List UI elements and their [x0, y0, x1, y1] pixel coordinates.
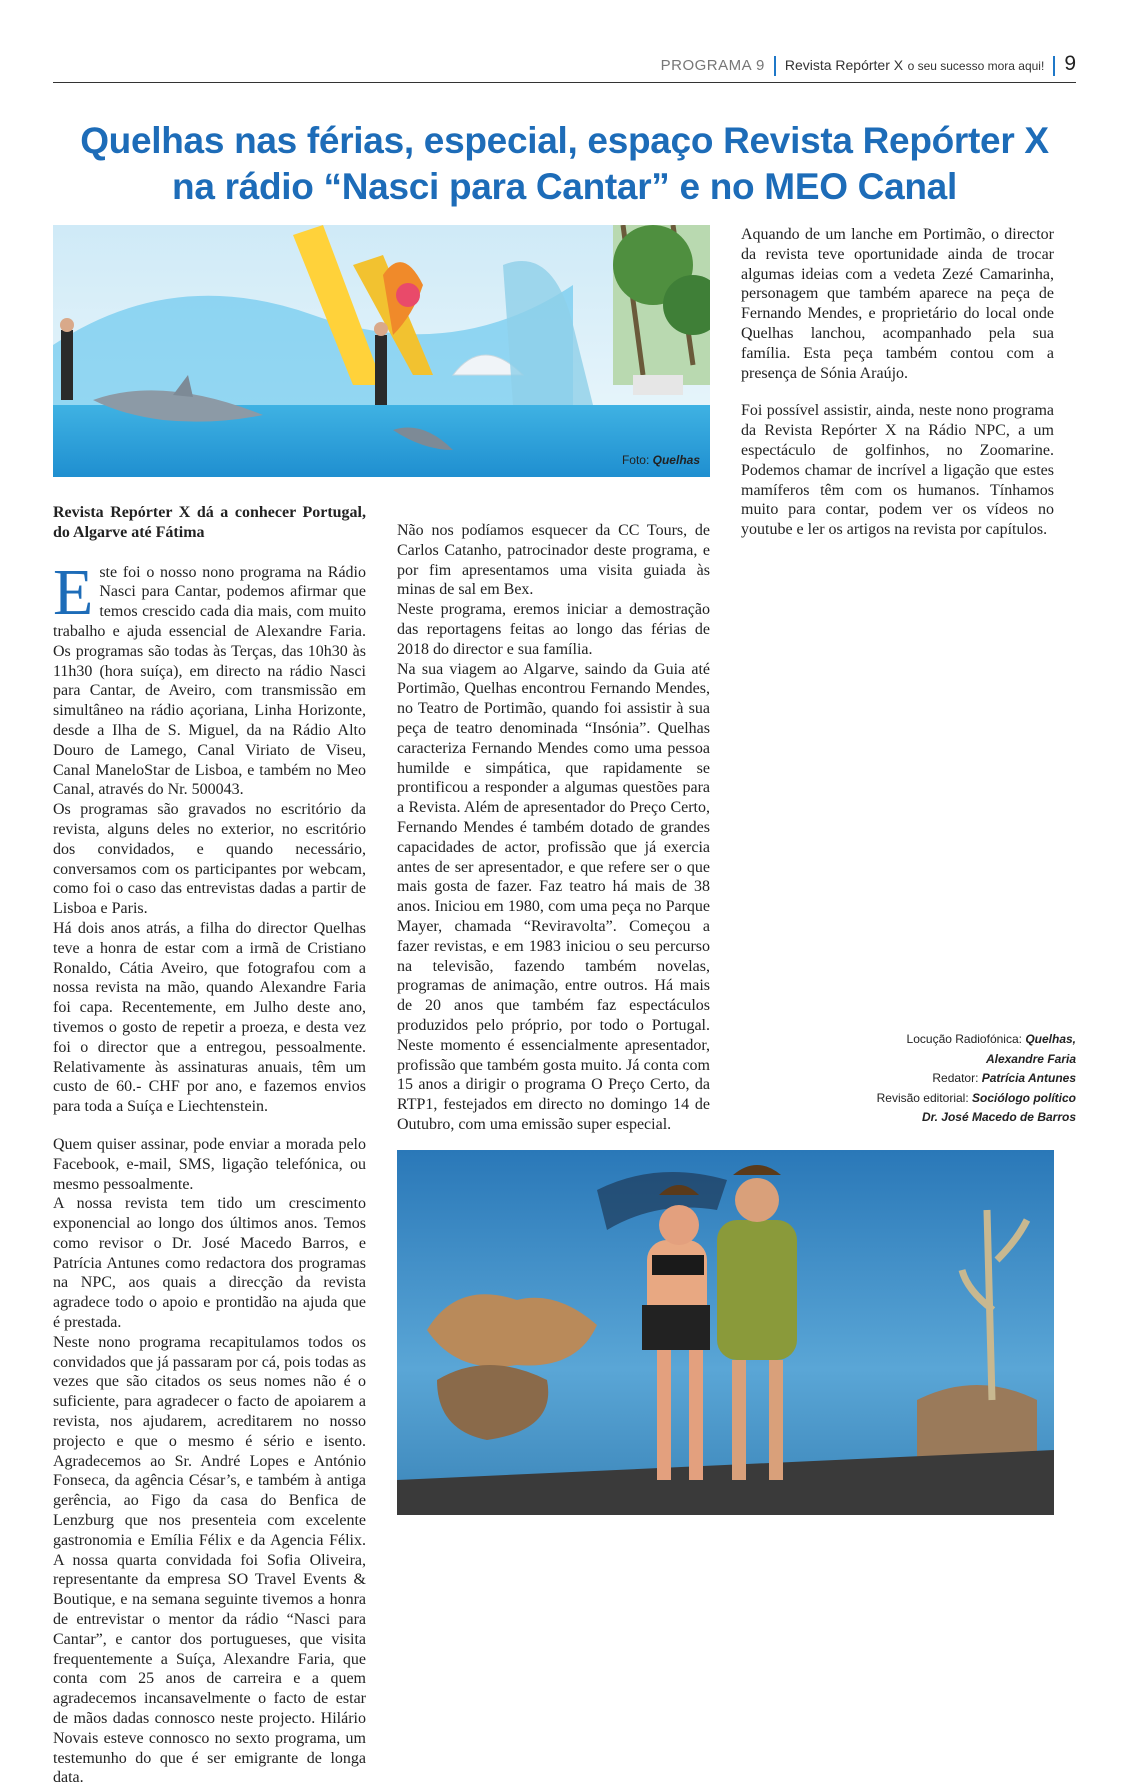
- credit-voice-value: Quelhas,: [1025, 1032, 1076, 1046]
- headline-line-1: Quelhas nas férias, especial, espaço Revista Repórter X: [80, 120, 1049, 161]
- page-header: [53, 52, 1076, 83]
- credit-editor: [746, 1069, 1076, 1089]
- article-paragraph-1: [53, 555, 366, 801]
- article-column-1: [53, 503, 366, 1788]
- article-paragraph-9: Na sua viagem ao Algarve, saindo da Guia até Portimão, Quelhas encontrou Fernando Mendes, no Teatro de Portimão, quando foi assistir à sua peça de teatro denominada “Insónia”. Quelhas caracteriza Fernando Mendes como uma pessoa humilde e simpática, que rapidamente se prontificou a responder a algumas questões para a Revista. Além de apresentador do Preço Certo, Fernando Mendes é também dotado de grandes capacidades de actor, profissão que já exercia antes de ser apresentador, e que refere ser o que mais gosta de fazer. Faz teatro há mais de 38 anos. Iniciou em 1980, com uma peça no Parque Mayer, chamada “Reviravolta”. Começou a fazer revistas, e em 1983 iniciou o seu percurso na televisão, fazendo também novelas, programas de animação, entre outros. Há mais de 20 anos que também faz espectáculos produzidos pelo próprio, por todo o Portugal. Neste momento é essencialmente apresentador, profissão que também gosta muito. Já conta com 15 anos a dirigir o programa O Preço Certo, da RTP1, festejados em directo no domingo 14 de Outubro, com uma emissão super especial.: [397, 660, 710, 1133]
- credit-review-value-2: Dr. José Macedo de Barros: [921, 1110, 1076, 1124]
- headline-line-2: na rádio “Nasci para Cantar” e no MEO Canal: [172, 166, 957, 207]
- section-label: PROGRAMA 9: [660, 57, 765, 74]
- article-column-2: [397, 503, 710, 1135]
- credit-review-label: Revisão editorial:: [876, 1090, 969, 1105]
- drop-cap: E: [53, 555, 94, 629]
- article-paragraph-7: Não nos podíamos esquecer da CC Tours, de Carlos Catanho, patrocinador deste programa, e por fim apresentamos uma visita guiada às minas de sal em Bex.: [397, 522, 710, 599]
- header-divider-2: [1053, 56, 1055, 76]
- article-paragraph-6: Neste nono programa recapitulamos todos os convidados que já passaram por cá, pois todas as vezes que são citados os seus nomes não é o suficiente, para agradecer o facto de apoiarem a revista, nos ajudarem, acreditarem no nosso projecto e que o mesmo é sério e isento. Agradecemos ao Sr. André Lopes e António Fonseca, da agência César’s, e também à antiga gerência, ao Figo da casa do Benfica de Lenzburg que nos presenteia com excelente gastronomia e Emília Félix e da Agencia Félix. A nossa quarta convidada foi Sofia Oliveira, representante da empresa SO Travel Events & Boutique, e na semana seguinte tivemos a honra de entrevistar o mentor da rádio “Nasci para Cantar”, e cantor dos portugueses, que visita frequentemente a Suíça, Alexandre Faria, que conta com 25 anos de carreira e a quem agradecemos incansavelmente o facto de estar de mãos dadas connosco neste projecto. Hilário Novais esteve connosco no sexto programa, um testemunho do que é ser emigrante de longa data.: [53, 1333, 366, 1787]
- dolphin-show-photo: [53, 225, 710, 477]
- credit-voice-value-2: Alexandre Faria: [985, 1051, 1076, 1066]
- paragraph-1-text: ste foi o nosso nono programa na Rádio Nasci para Cantar, podemos afirmar que temos crescido cada dia mais, com muito trabalho e ajuda essencial de Alexandre Faria. Os programas são todas às Terças, das 10h30 às 11h30 (hora suíça), em directo na rádio Nasci para Cantar, de Aveiro, com transmissão em simultâneo na rádio açoriana, Linha Horizonte, desde a Ilha de S. Miguel, da na Rádio Alto Douro de Lamego, Canal Viriato de Viseu, Canal ManeloStar de Lisboa, e também no Meo Canal, através do Nr. 500043.: [53, 563, 366, 799]
- article-paragraph-11: Foi possível assistir, ainda, neste nono programa da Revista Repórter X na Rádio NPC, a um espectáculo de golfinhos, no Zoomarine. Podemos chamar de incrível a ligação que estes mamíferos têm com os humanos. Tínhamos muito para contar, podem ver os vídeos no youtube e ler os artigos na revista por capítulos.: [741, 402, 1054, 539]
- article-paragraph-8: Neste programa, eremos iniciar a demostração das reportagens feitas ao longo das férias de 2018 do director e sua família.: [397, 601, 710, 658]
- article-lead: Revista Repórter X dá a conhecer Portugal, do Algarve até Fátima: [53, 504, 366, 541]
- article-paragraph-10: Aquando de um lanche em Portimão, o director da revista teve oportunidade ainda de trocar algumas ideias com a vedeta Zezé Camarinha, personagem que também aparece na peça de Fernando Mendes, e proprietário do local onde Quelhas lanchou, acompanhado pela sua família. Esta peça também contou com a presença de Sónia Araújo.: [741, 226, 1054, 382]
- magazine-slogan: o seu sucesso mora aqui!: [907, 59, 1045, 73]
- credit-voice: [746, 1030, 1076, 1050]
- article-headline: [53, 118, 1076, 210]
- aquarium-photo: [397, 1150, 1054, 1515]
- caption-label: Foto:: [621, 453, 650, 467]
- credit-voice-label: Locução Radiofónica:: [906, 1032, 1022, 1046]
- article-paragraph-3: Há dois anos atrás, a filha do director Quelhas teve a honra de estar com a irmã de Cristiano Ronaldo, Cátia Aveiro, que fotografou com a nossa revista na mão, quando Alexandre Faria foi capa. Recentemente, em Julho deste ano, tivemos o gosto de repetir a proeza, e desta vez foi o director que a entregou, pessoalmente. Relativamente às assinaturas anuais, têm um custo de 60.- CHF por ano, e fazemos envios para toda a Suíça e Liechtenstein.: [53, 919, 366, 1116]
- article-paragraph-2: Os programas são gravados no escritório da revista, alguns deles no exterior, no escritório dos convidados, e quando necessário, conversamos com os participantes por webcam, como foi o caso das entrevistas dadas a partir de Lisboa e Paris.: [53, 801, 366, 918]
- article-paragraph-5: A nossa revista tem tido um crescimento exponencial ao longo dos últimos anos. Temos como revisor o Dr. José Macedo Barros, e Patrícia Antunes como redactora dos programas na NPC, aos quais a direcção da revista agradece todo o apoio e prontidão na ajuda que é prestada.: [53, 1195, 366, 1332]
- credit-editor-label: Redator:: [932, 1071, 979, 1085]
- page-number: 9: [1064, 52, 1076, 75]
- caption-author: Quelhas: [652, 453, 700, 467]
- article-paragraph-4: Quem quiser assinar, pode enviar a morada pelo Facebook, e-mail, SMS, ligação telefónica, ou mesmo pessoalmente.: [53, 1135, 366, 1193]
- credit-review-value: Sociólogo político: [972, 1090, 1076, 1105]
- article-column-3: [741, 225, 1054, 540]
- credit-editor-value: Patrícia Antunes: [981, 1071, 1076, 1085]
- magazine-name: Revista Repórter X: [784, 57, 904, 73]
- article-credits: [746, 1030, 1076, 1128]
- photo-caption: [622, 453, 700, 467]
- credit-review: [746, 1089, 1076, 1109]
- header-divider: [774, 56, 776, 76]
- header-right: [661, 52, 1076, 76]
